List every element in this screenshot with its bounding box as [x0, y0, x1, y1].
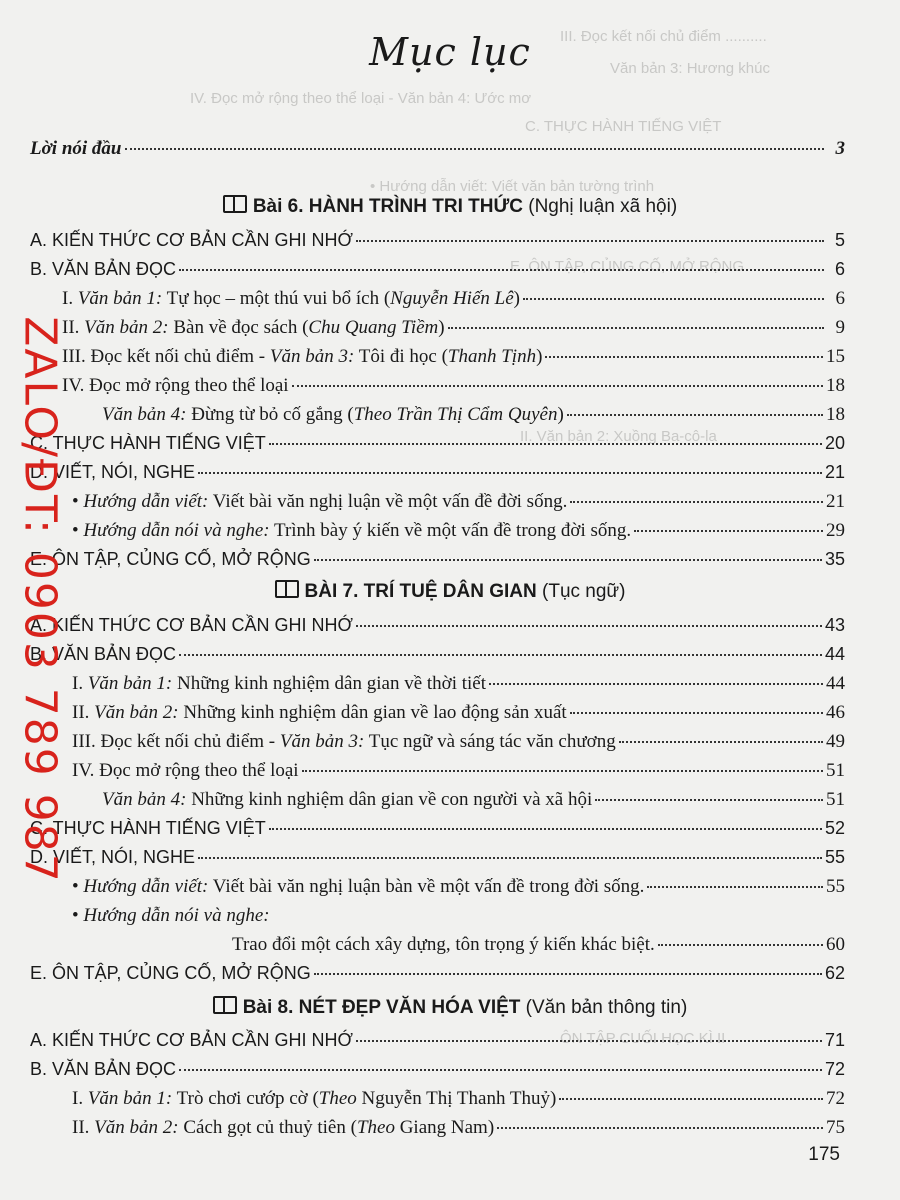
entry-author-name: Nguyễn Thị Thanh Thuỷ — [356, 1088, 550, 1109]
toc-label: D. VIẾT, NÓI, NGHE — [30, 847, 196, 867]
entry-author: Chu Quang Tiềm — [308, 317, 439, 338]
toc-page-number: 5 — [834, 230, 845, 250]
toc-label: A. KIẾN THỨC CƠ BẢN CẦN GHI NHỚ — [30, 230, 353, 250]
entry-label-italic: Hướng dẫn viết: — [83, 491, 209, 512]
dot-leader — [523, 298, 824, 300]
entry-prefix: I. — [72, 1088, 88, 1109]
toc-label — [72, 1088, 556, 1110]
dot-leader — [497, 1127, 823, 1129]
toc-entry[interactable] — [30, 847, 845, 875]
show-through-text: E. ÔN TẬP, CỦNG CỐ, MỞ RỘNG — [510, 258, 745, 275]
entry-author: Thanh Tịnh — [447, 346, 537, 367]
toc-label — [72, 731, 616, 753]
toc-page-number: 44 — [826, 673, 845, 694]
toc-entry[interactable] — [72, 673, 845, 701]
toc-entry[interactable] — [102, 404, 845, 432]
toc-entry[interactable] — [62, 317, 845, 345]
toc-entry[interactable] — [72, 1088, 845, 1116]
dot-leader — [559, 1098, 823, 1100]
show-through-text: ÔN TẬP CUỐI HỌC KÌ II — [560, 1030, 726, 1047]
entry-suffix: ) — [536, 346, 543, 367]
entry-text: Tôi đi học ( — [354, 346, 448, 367]
entry-text: Trò chơi cướp cờ ( — [172, 1088, 319, 1109]
entry-label-italic: Văn bản 1: — [87, 673, 173, 694]
toc-entry[interactable] — [72, 520, 845, 548]
toc-entry[interactable] — [30, 963, 845, 991]
toc-entry[interactable] — [62, 288, 845, 316]
entry-label-italic: Văn bản 1: — [77, 288, 163, 309]
entry-suffix: ) — [513, 288, 520, 309]
entry-suffix: ) — [487, 1117, 495, 1138]
toc-label: Trao đổi một cách xây dựng, tôn trọng ý kiến khác biệt. — [232, 934, 655, 955]
dot-leader — [356, 1040, 822, 1042]
toc-entry[interactable] — [62, 375, 845, 403]
dot-leader — [269, 443, 822, 445]
toc-entry[interactable] — [30, 259, 845, 287]
toc-label — [62, 346, 542, 368]
dot-leader — [314, 973, 822, 975]
toc-label: Lời nói đầu — [30, 138, 122, 159]
entry-prefix: III. Đọc kết nối chủ điểm - — [62, 346, 270, 367]
entry-text: Những kinh nghiệm dân gian về con người và xã hội — [186, 789, 593, 810]
lesson-heading — [0, 996, 900, 1019]
toc-entry[interactable] — [72, 731, 845, 759]
toc-label: B. VĂN BẢN ĐỌC — [30, 259, 177, 279]
entry-text: Viết bài văn nghị luận về một vấn đề đời sống. — [208, 491, 568, 512]
lesson-heading — [0, 195, 900, 218]
toc-entry[interactable] — [30, 1030, 845, 1058]
dot-leader — [125, 148, 825, 150]
entry-text: Viết bài văn nghị luận bàn về một vấn đề trong đời sống. — [208, 876, 645, 897]
toc-page-number: 46 — [826, 702, 845, 723]
entry-author-name: Giang Nam — [394, 1117, 488, 1138]
dot-leader — [595, 799, 823, 801]
dot-leader — [647, 886, 823, 888]
entry-label-italic: Văn bản 3: — [269, 346, 355, 367]
lesson-title: Bài 6. HÀNH TRÌNH TRI THỨC — [252, 196, 523, 217]
toc-entry[interactable] — [72, 905, 845, 933]
toc-entry[interactable] — [30, 462, 845, 490]
toc-entry[interactable] — [30, 1059, 845, 1087]
dot-leader — [570, 712, 823, 714]
toc-page-number: 75 — [826, 1117, 845, 1138]
toc-page-number: 18 — [826, 375, 845, 396]
toc-page-number: 21 — [824, 462, 845, 482]
toc-entry[interactable] — [30, 615, 845, 643]
toc-page-number: 21 — [826, 491, 845, 512]
toc-label — [72, 673, 486, 695]
lesson-genre: (Văn bản thông tin) — [525, 997, 688, 1018]
contact-watermark — [0, 300, 80, 900]
toc-entry[interactable] — [72, 760, 845, 788]
toc-page-number: 29 — [826, 520, 845, 541]
toc-entry[interactable] — [102, 789, 845, 817]
toc-label — [62, 317, 445, 339]
toc-label: E. ÔN TẬP, CỦNG CỐ, MỞ RỘNG — [30, 963, 311, 983]
toc-label: B. VĂN BẢN ĐỌC — [30, 644, 177, 664]
toc-label: B. VĂN BẢN ĐỌC — [30, 1059, 177, 1079]
toc-page-number: 62 — [824, 963, 845, 983]
show-through-text: III. Đọc kết nối chủ điểm .......... — [560, 28, 767, 45]
toc-entry[interactable] — [30, 818, 845, 846]
dot-leader — [570, 501, 823, 503]
entry-prefix: III. Đọc kết nối chủ điểm - — [72, 731, 280, 752]
toc-label — [62, 288, 520, 310]
toc-page-number: 55 — [824, 847, 845, 867]
entry-author: Nguyễn Hiến Lê — [390, 288, 514, 309]
toc-page-number: 3 — [835, 138, 845, 159]
toc-entry[interactable] — [30, 549, 845, 577]
toc-label: A. KIẾN THỨC CƠ BẢN CẦN GHI NHỚ — [30, 615, 353, 635]
entry-prefix: I. — [62, 288, 78, 309]
toc-page-number: 51 — [826, 760, 845, 781]
toc-label — [102, 789, 592, 811]
toc-entry-preface[interactable] — [30, 138, 845, 166]
book-icon — [223, 195, 247, 213]
entry-text: Bàn về đọc sách ( — [168, 317, 309, 338]
toc-page-number: 9 — [835, 317, 845, 338]
dot-leader — [567, 414, 823, 416]
entry-label-italic: Văn bản 1: — [87, 1088, 173, 1109]
toc-entry[interactable] — [72, 1117, 845, 1145]
toc-page-number: 49 — [826, 731, 845, 752]
dot-leader — [356, 240, 824, 242]
lesson-genre: (Tục ngữ) — [542, 581, 626, 602]
toc-label: IV. Đọc mở rộng theo thể loại — [62, 375, 289, 396]
entry-text: Tự học – một thú vui bổ ích ( — [162, 288, 391, 309]
show-through-text: IV. Đọc mở rộng theo thể loại - Văn bản 4: Ước mơ — [190, 90, 532, 107]
dot-leader — [619, 741, 823, 743]
toc-page-number: 6 — [834, 259, 845, 279]
page-number: 175 — [808, 1144, 840, 1165]
entry-label-italic: Văn bản 4: — [102, 789, 187, 810]
toc-page-number: 51 — [826, 789, 845, 810]
entry-prefix: II. — [72, 1117, 95, 1138]
toc-page-number: 52 — [824, 818, 845, 838]
entry-label-italic: Văn bản 2: — [94, 702, 179, 723]
toc-page-number: 72 — [826, 1088, 845, 1109]
entry-suffix: ) — [549, 1088, 557, 1109]
book-icon — [275, 580, 299, 598]
lesson-heading — [0, 580, 900, 603]
toc-label — [102, 404, 564, 426]
entry-author: Theo Trần Thị Cẩm Quyên — [353, 404, 558, 425]
toc-label — [72, 491, 567, 513]
toc-label: IV. Đọc mở rộng theo thể loại — [72, 760, 299, 781]
toc-entry[interactable] — [30, 230, 845, 258]
toc-entry[interactable] — [30, 433, 845, 461]
dot-leader — [658, 944, 823, 946]
show-through-text: C. THỰC HÀNH TIẾNG VIỆT — [525, 118, 722, 135]
entry-label-italic: Hướng dẫn nói và nghe: — [83, 520, 270, 541]
toc-page-number: 60 — [826, 934, 845, 955]
lesson-title: BÀI 7. TRÍ TUỆ DÂN GIAN — [304, 581, 537, 602]
toc-label — [72, 876, 644, 898]
page-title: Mục lục — [369, 30, 531, 74]
entry-label-italic: Hướng dẫn nói và nghe: — [83, 905, 270, 926]
entry-text: Những kinh nghiệm dân gian về thời tiết — [172, 673, 487, 694]
entry-prefix: II. — [72, 702, 95, 723]
toc-page-number: 43 — [824, 615, 845, 635]
toc-page-number: 44 — [824, 644, 845, 664]
toc-label: C. THỰC HÀNH TIẾNG VIỆT — [30, 433, 266, 453]
lesson-title: Bài 8. NÉT ĐẸP VĂN HÓA VIỆT — [242, 997, 521, 1018]
entry-label-italic: Hướng dẫn viết: — [83, 876, 209, 897]
toc-label: E. ÔN TẬP, CỦNG CỐ, MỞ RỘNG — [30, 549, 311, 569]
dot-leader — [179, 654, 822, 656]
show-through-text: • Hướng dẫn viết: Viết văn bản tường trình — [370, 178, 655, 195]
watermark-text: ZALO/ĐT: 0903 789 987 — [14, 316, 66, 884]
dot-leader — [269, 828, 822, 830]
toc-label — [72, 520, 631, 542]
toc-label: C. THỰC HÀNH TIẾNG VIỆT — [30, 818, 266, 838]
dot-leader — [179, 269, 824, 271]
toc-entry[interactable] — [232, 934, 845, 962]
toc-entry[interactable] — [72, 491, 845, 519]
entry-author: Theo — [318, 1088, 357, 1109]
toc-page-number: 15 — [826, 346, 845, 367]
dot-leader — [314, 559, 822, 561]
entry-label-italic: Văn bản 3: — [279, 731, 365, 752]
entry-text: Cách gọt củ thuỷ tiên ( — [178, 1117, 357, 1138]
entry-suffix: ) — [438, 317, 445, 338]
entry-suffix: ) — [557, 404, 564, 425]
entry-text: Tục ngữ và sáng tác văn chương — [364, 731, 616, 752]
lesson-genre: (Nghị luận xã hội) — [528, 196, 678, 217]
toc-label: A. KIẾN THỨC CƠ BẢN CẦN GHI NHỚ — [30, 1030, 353, 1050]
toc-page-number: 20 — [824, 433, 845, 453]
entry-text: Trình bày ý kiến về một vấn đề trong đời sống. — [269, 520, 632, 541]
dot-leader — [356, 625, 822, 627]
toc-page-number: 71 — [824, 1030, 845, 1050]
entry-author: Theo — [356, 1117, 395, 1138]
dot-leader — [545, 356, 823, 358]
toc-label — [72, 1117, 494, 1139]
entry-label-italic: Văn bản 2: — [94, 1117, 179, 1138]
dot-leader — [179, 1069, 822, 1071]
dot-leader — [489, 683, 823, 685]
dot-leader — [198, 472, 822, 474]
toc-label — [72, 702, 567, 724]
toc-page-number: 55 — [826, 876, 845, 897]
show-through-text: II. Văn bản 2: Xuồng Ba-cô-la — [520, 428, 717, 445]
toc-label: D. VIẾT, NÓI, NGHE — [30, 462, 196, 482]
toc-label — [72, 905, 270, 927]
book-icon — [213, 996, 237, 1014]
dot-leader — [448, 327, 824, 329]
toc-page-number: 6 — [835, 288, 845, 309]
entry-prefix: I. — [72, 673, 88, 694]
entry-prefix: II. — [62, 317, 85, 338]
entry-label-italic: Văn bản 2: — [84, 317, 169, 338]
entry-label-italic: Văn bản 4: — [102, 404, 187, 425]
toc-entry[interactable] — [30, 644, 845, 672]
toc-entry[interactable] — [72, 702, 845, 730]
toc-entry[interactable] — [62, 346, 845, 374]
toc-entry[interactable] — [72, 876, 845, 904]
toc-page-number: 72 — [824, 1059, 845, 1079]
toc-page-number: 18 — [826, 404, 845, 425]
dot-leader — [292, 385, 823, 387]
dot-leader — [634, 530, 823, 532]
entry-text: Những kinh nghiệm dân gian về lao động sản xuất — [178, 702, 567, 723]
show-through-text: Văn bản 3: Hương khúc — [610, 60, 770, 77]
dot-leader — [302, 770, 823, 772]
toc-page-number: 35 — [824, 549, 845, 569]
entry-text: Đừng từ bỏ cố gắng ( — [186, 404, 354, 425]
dot-leader — [198, 857, 822, 859]
